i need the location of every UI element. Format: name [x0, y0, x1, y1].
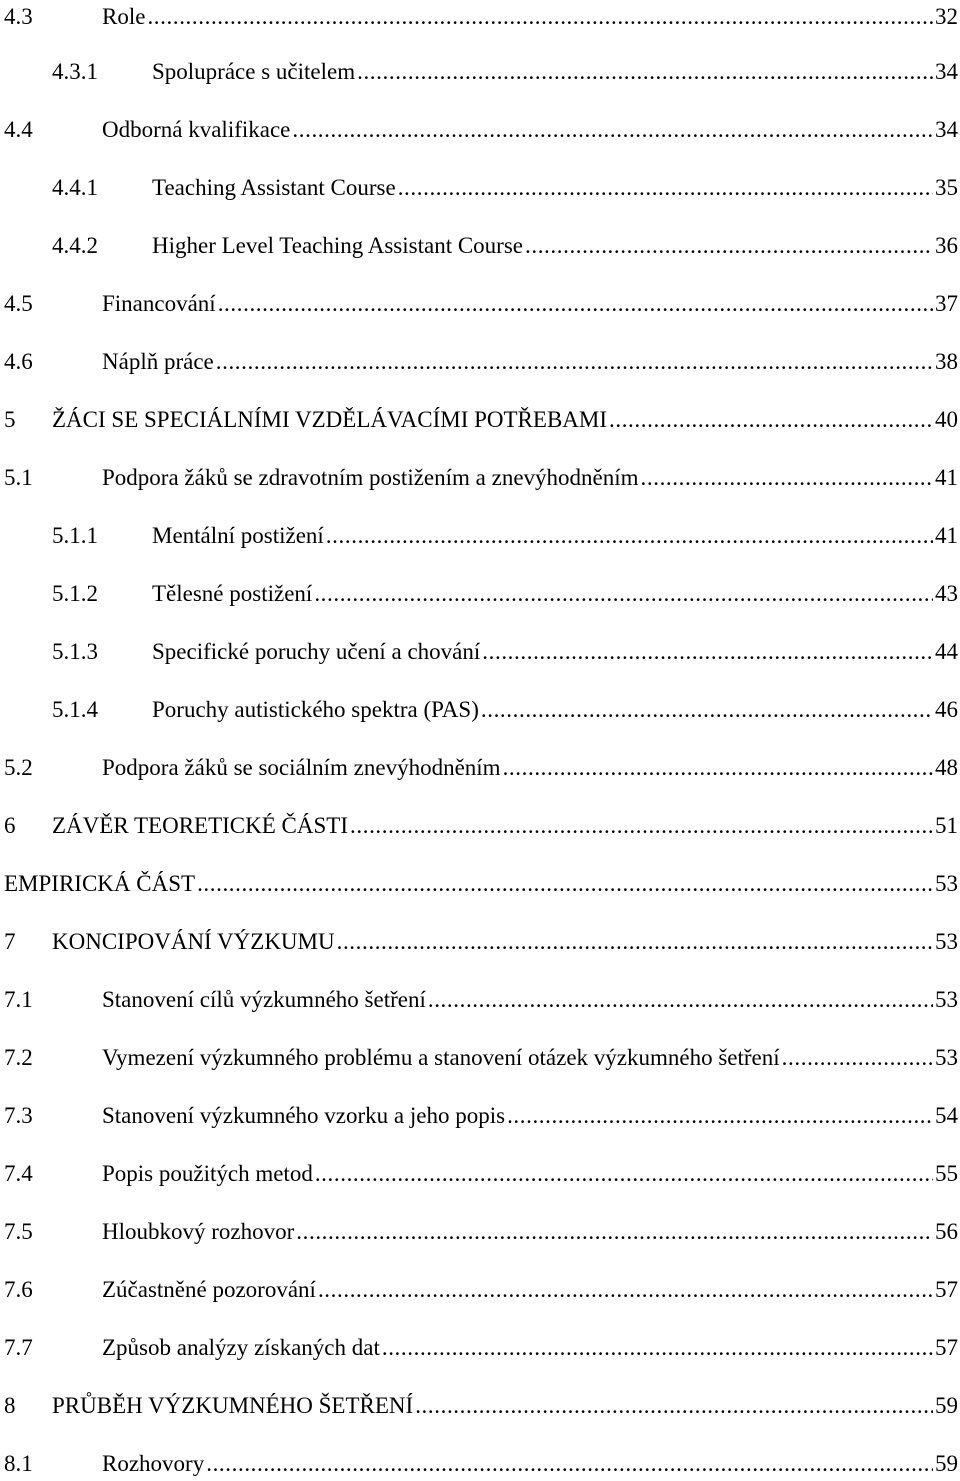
toc-entry-page-number: 54 [935, 1103, 958, 1128]
toc-entry-number: 4.4.2 [52, 233, 98, 258]
toc-entry-title: Způsob analýzy získaných dat [102, 1335, 380, 1360]
dot-leader [415, 1389, 933, 1423]
toc-entry-page-number: 41 [935, 465, 958, 490]
toc-entry-title: Tělesné postižení [152, 581, 313, 606]
dot-leader [326, 519, 933, 553]
toc-entry[interactable] [0, 519, 960, 553]
dot-leader [296, 1215, 933, 1249]
toc-entry[interactable] [0, 925, 960, 959]
toc-entry-page-number: 55 [935, 1161, 958, 1186]
toc-entry-page-number: 37 [935, 291, 958, 316]
toc-entry-page-number: 34 [935, 117, 958, 142]
toc-entry-page-number: 51 [935, 813, 958, 838]
dot-leader [641, 461, 933, 495]
toc-entry-number: 8.1 [4, 1451, 33, 1476]
dot-leader [525, 229, 933, 263]
toc-entry-title: Role [102, 4, 146, 29]
dot-leader [337, 925, 933, 959]
toc-entry[interactable] [0, 983, 960, 1017]
toc-entry-title: Odborná kvalifikace [102, 117, 291, 142]
toc-entry[interactable] [0, 577, 960, 611]
dot-leader [482, 635, 933, 669]
dot-leader [398, 171, 933, 205]
toc-entry-title: Vymezení výzkumného problému a stanovení otázek výzkumného šetření [102, 1045, 780, 1070]
dot-leader [292, 113, 933, 147]
toc-entry[interactable] [0, 1447, 960, 1481]
dot-leader [318, 1273, 933, 1307]
toc-entry-page-number: 41 [935, 523, 958, 548]
toc-entry-number: 4.5 [4, 291, 33, 316]
toc-entry-number: 7.4 [4, 1161, 33, 1186]
toc-entry-page-number: 43 [935, 581, 958, 606]
toc-entry[interactable] [0, 171, 960, 205]
dot-leader [197, 867, 933, 901]
toc-entry-title: PRŮBĚH VÝZKUMNÉHO ŠETŘENÍ [52, 1393, 414, 1418]
toc-entry-title: Higher Level Teaching Assistant Course [152, 233, 523, 258]
toc-entry[interactable] [0, 635, 960, 669]
toc-entry[interactable] [0, 1331, 960, 1365]
toc-entry-title: ZÁVĚR TEORETICKÉ ČÁSTI [52, 813, 349, 838]
toc-entry[interactable] [0, 867, 960, 901]
toc-entry-number: 5.1.2 [52, 581, 98, 606]
toc-entry[interactable] [0, 345, 960, 379]
toc-entry-title: Hloubkový rozhovor [102, 1219, 295, 1244]
toc-entry[interactable] [0, 1157, 960, 1191]
toc-entry[interactable] [0, 287, 960, 321]
toc-entry-title: Stanovení výzkumného vzorku a jeho popis [102, 1103, 506, 1128]
dot-leader [382, 1331, 933, 1365]
toc-entry-page-number: 34 [935, 59, 958, 84]
toc-entry-number: 5.2 [4, 755, 33, 780]
toc-entry[interactable] [0, 113, 960, 147]
dot-leader [216, 345, 933, 379]
toc-entry-page-number: 53 [935, 1045, 958, 1070]
toc-entry-page-number: 59 [935, 1393, 958, 1418]
toc-entry[interactable] [0, 1099, 960, 1133]
dot-leader [507, 1099, 933, 1133]
toc-entry-number: 5.1.3 [52, 639, 98, 664]
dot-leader [350, 809, 933, 843]
toc-entry-number: 6 [4, 813, 16, 838]
dot-leader [609, 403, 933, 437]
toc-entry-page-number: 35 [935, 175, 958, 200]
toc-entry-number: 4.4.1 [52, 175, 98, 200]
toc-entry-title: Rozhovory [102, 1451, 205, 1476]
toc-entry-page-number: 56 [935, 1219, 958, 1244]
toc-entry-page-number: 38 [935, 349, 958, 374]
dot-leader [218, 287, 933, 321]
toc-entry-title: Podpora žáků se sociálním znevýhodněním [102, 755, 501, 780]
toc-entry-title: Financování [102, 291, 216, 316]
dot-leader [314, 577, 933, 611]
toc-entry-title: ŽÁCI SE SPECIÁLNÍMI VZDĚLÁVACÍMI POTŘEBAMI [52, 407, 607, 432]
toc-entry-page-number: 46 [935, 697, 958, 722]
toc-entry[interactable] [0, 0, 960, 34]
dot-leader [782, 1041, 933, 1075]
toc-entry-page-number: 44 [935, 639, 958, 664]
toc-entry-page-number: 48 [935, 755, 958, 780]
toc-entry-page-number: 57 [935, 1335, 958, 1360]
toc-entry[interactable] [0, 1273, 960, 1307]
dot-leader [315, 1157, 933, 1191]
toc-entry-number: 7.6 [4, 1277, 33, 1302]
toc-entry-page-number: 40 [935, 407, 958, 432]
toc-entry[interactable] [0, 751, 960, 785]
toc-entry-number: 7.2 [4, 1045, 33, 1070]
toc-entry[interactable] [0, 403, 960, 437]
toc-entry-title: KONCIPOVÁNÍ VÝZKUMU [52, 929, 335, 954]
toc-entry-number: 4.4 [4, 117, 33, 142]
toc-entry-page-number: 57 [935, 1277, 958, 1302]
toc-entry-title: Podpora žáků se zdravotním postižením a znevýhodněním [102, 465, 639, 490]
toc-entry-number: 7.5 [4, 1219, 33, 1244]
toc-entry[interactable] [0, 55, 960, 89]
toc-entry-number: 5 [4, 407, 16, 432]
toc-entry[interactable] [0, 461, 960, 495]
toc-entry-title: Náplň práce [102, 349, 214, 374]
toc-entry-number: 7 [4, 929, 16, 954]
toc-entry-number: 7.7 [4, 1335, 33, 1360]
toc-entry-title: Stanovení cílů výzkumného šetření [102, 987, 426, 1012]
toc-entry-title: Specifické poruchy učení a chování [152, 639, 481, 664]
toc-entry[interactable] [0, 693, 960, 727]
toc-entry-page-number: 32 [935, 4, 958, 29]
toc-entry-number: 4.3.1 [52, 59, 98, 84]
toc-entry-title: Mentální postižení [152, 523, 324, 548]
dot-leader [147, 0, 933, 34]
toc-entry-number: 4.3 [4, 4, 33, 29]
toc-entry-title: Spolupráce s učitelem [152, 59, 356, 84]
dot-leader [357, 55, 933, 89]
toc-entry-page-number: 53 [935, 987, 958, 1012]
toc-entry-title: Zúčastněné pozorování [102, 1277, 316, 1302]
toc-entry-page-number: 59 [935, 1451, 958, 1476]
toc-entry[interactable] [0, 809, 960, 843]
toc-entry-title: EMPIRICKÁ ČÁST [4, 871, 196, 896]
toc-entry-number: 5.1.1 [52, 523, 98, 548]
toc-entry-number: 7.1 [4, 987, 33, 1012]
toc-entry-page-number: 53 [935, 871, 958, 896]
toc-entry-title: Teaching Assistant Course [152, 175, 396, 200]
dot-leader [428, 983, 933, 1017]
toc-entry[interactable] [0, 1215, 960, 1249]
toc-entry-number: 4.6 [4, 349, 33, 374]
toc-entry-number: 7.3 [4, 1103, 33, 1128]
toc-entry[interactable] [0, 229, 960, 263]
toc-entry-number: 5.1 [4, 465, 33, 490]
toc-entry-number: 8 [4, 1393, 16, 1418]
toc-entry-number: 5.1.4 [52, 697, 98, 722]
dot-leader [206, 1447, 933, 1481]
toc-entry-page-number: 53 [935, 929, 958, 954]
toc-entry-page-number: 36 [935, 233, 958, 258]
dot-leader [503, 751, 933, 785]
toc-entry-title: Popis použitých metod [102, 1161, 313, 1186]
toc-entry[interactable] [0, 1041, 960, 1075]
dot-leader [481, 693, 933, 727]
toc-entry-title: Poruchy autistického spektra (PAS) [152, 697, 479, 722]
toc-entry[interactable] [0, 1389, 960, 1423]
